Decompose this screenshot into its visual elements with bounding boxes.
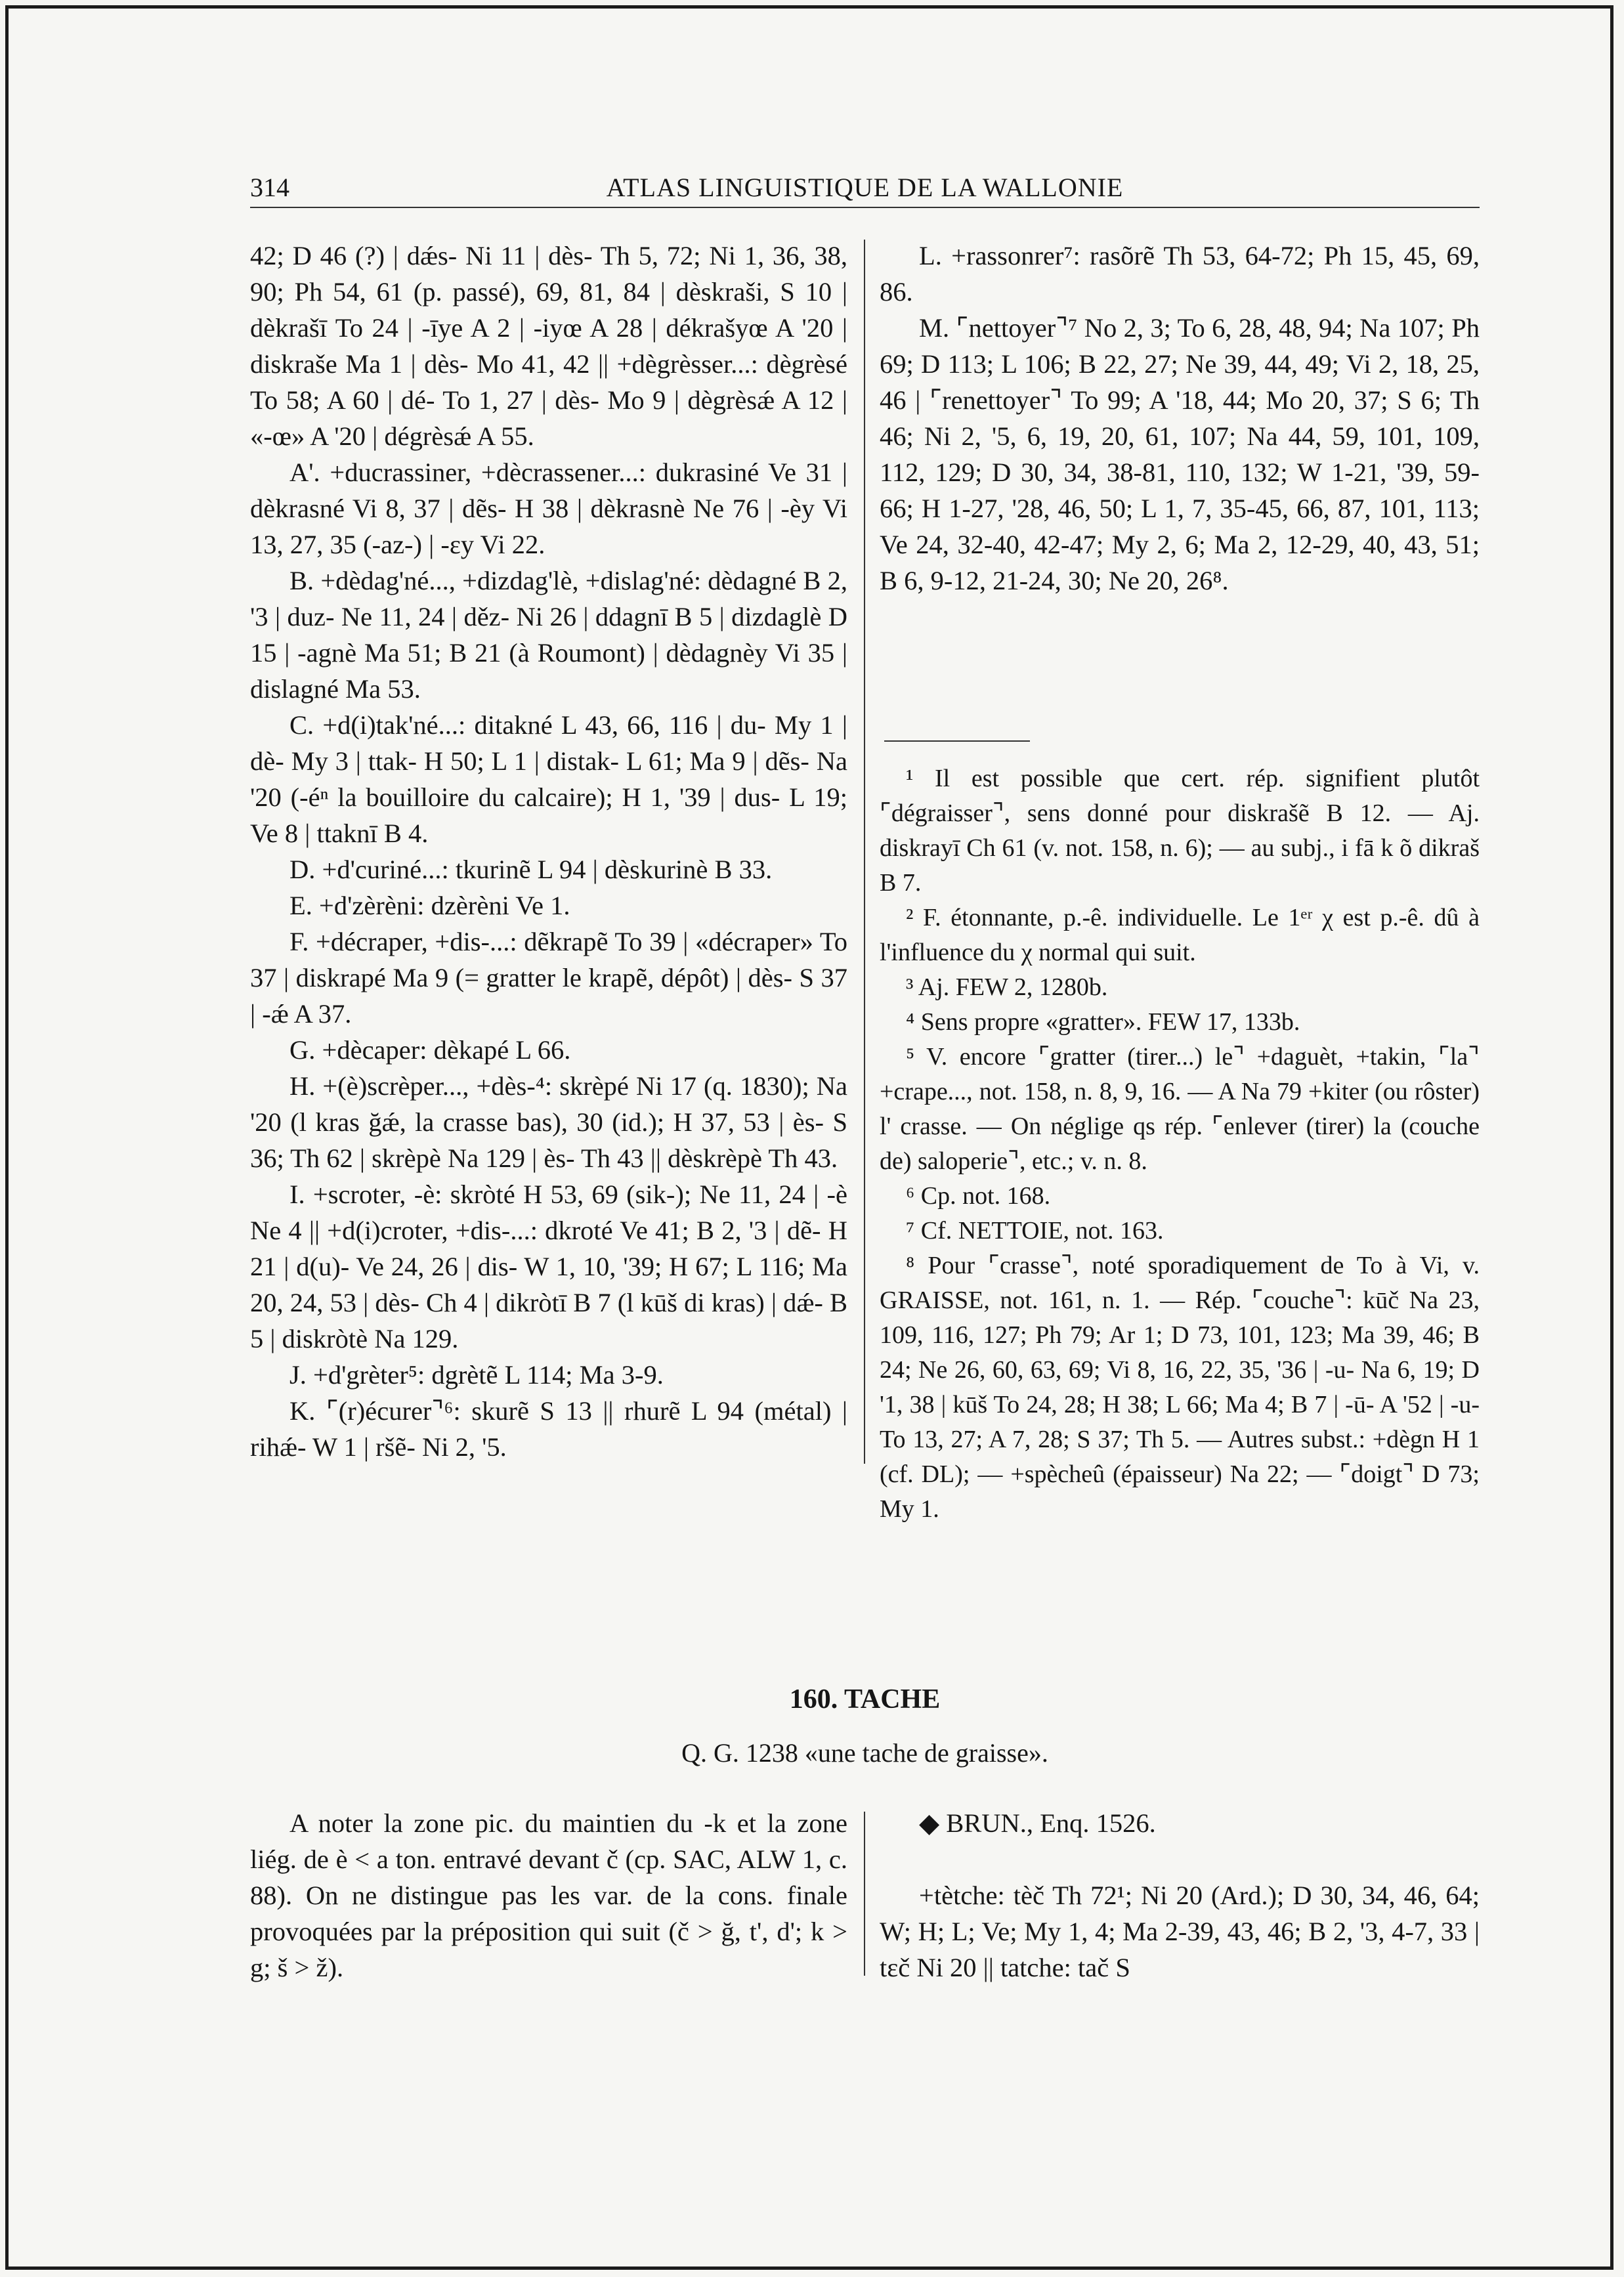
entry-paragraph: F. +décraper, +dis-...: dẽkrapẽ To 39 | «décraper» To 37 | diskrapé Ma 9 (= gratter le krapẽ, dépôt) | dès- S 37 | -ǽ A 37.	[250, 927, 847, 1029]
entry-paragraph: D. +d'curiné...: tkurinẽ L 94 | dèskurinè B 33.	[289, 855, 773, 884]
page-number: 314	[250, 173, 289, 202]
column-divider	[864, 1812, 865, 1976]
entry-paragraph: G. +dècaper: dèkapé L 66.	[289, 1035, 571, 1065]
entry-paragraph: K. ⌜(r)écurer⌝⁶: skurẽ S 13 || rhurẽ L 94 (métal) | rihǽ- W 1 | ršẽ- Ni 2, '5.	[250, 1396, 847, 1462]
footnotes	[880, 761, 1480, 1527]
header-rule	[250, 207, 1480, 208]
column-divider	[864, 240, 865, 1464]
page-header	[250, 172, 1480, 209]
section-note: A noter la zone pic. du maintien du -k et la zone liég. de è < a ton. entravé devant č (cp. SAC, ALW 1, c. 88). On ne distingue pas les var. de la cons. finale provoquées par la préposition qui suit (č > ğ, t', d'; k > g; š > ž).	[250, 1808, 847, 1982]
entry-paragraph: H. +(è)scrèper..., +dès-⁴: skrèpé Ni 17 (q. 1830); Na '20 (l kras ğǽ, la crasse bas), 30 (id.); H 37, 53 | ès- S 36; Th 62 | skrèpè Na 129 | ès- Th 43 || dèskrèpè Th 43.	[250, 1071, 847, 1173]
footnote: ⁶ Cp. not. 168.	[906, 1182, 1051, 1210]
entry-paragraph: 42; D 46 (?) | dǽs- Ni 11 | dès- Th 5, 72; Ni 1, 36, 38, 90; Ph 54, 61 (p. passé), 69, 81, 84 | dèskraši, S 10 | dèkrašī To 24 | -īye A 2 | -iyœ A 28 | dékrašyœ A '20 | diskraše Ma 1 | dès- Mo 41, 42 || +dègrèsser...: dègrèsé To 58; A 60 | dé- To 1, 27 | dès- Mo 9 | dègrèsǽ A 12 | «-œ» A '20 | dégrèsǽ A 55.	[250, 241, 847, 451]
entry-paragraph: I. +scroter, -è: skròté H 53, 69 (sik-); Ne 11, 24 | -è Ne 4 || +d(i)croter, +dis-...: dkroté Ve 41; B 2, '3 | dẽ- H 21 | d(u)- Ve 24, 26 | dis- W 1, 10, '39; H 67; L 116; Ma 20, 24, 53 | dès- Ch 4 | dikròtī B 7 (l kūš di kras) | dǽ- B 5 | diskròtè Na 129.	[250, 1180, 847, 1353]
footnote: ⁷ Cf. NETTOIE, not. 163.	[906, 1217, 1164, 1245]
section-entry: +tètche: tèč Th 72¹; Ni 20 (Ard.); D 30, 34, 46, 64; W; H; L; Ve; My 1, 4; Ma 2-39, 43, 46; B 2, '3, 4-7, 33 | tεč Ni 20 || tatche: tač S	[880, 1881, 1480, 1982]
footnote-rule	[884, 740, 1030, 742]
section-left-column	[250, 1805, 847, 1986]
left-column	[250, 238, 847, 1465]
running-title: ATLAS LINGUISTIQUE DE LA WALLONIE	[606, 173, 1124, 202]
section-reference: ◆ BRUN., Enq. 1526.	[919, 1808, 1156, 1838]
entry-paragraph: B. +dèdag'né..., +dizdag'lè, +dislag'né: dèdagné B 2, '3 | duz- Ne 11, 24 | děz- Ni 26 | ddagnī B 5 | dizdaglè D 15 | -agnè Ma 51; B 21 (à Roumont) | dèdagnèy Vi 35 | dislagné Ma 53.	[250, 566, 847, 704]
footnote: ⁵ V. encore ⌜gratter (tirer...) le⌝ +daguèt, +takin, ⌜la⌝ +crape..., not. 158, n. 8, 9, 16. — A Na 79 +kiter (ou rôster) l' crasse. — On néglige qs rép. ⌜enlever (tirer) la (couche de) saloperie⌝, etc.; v. n. 8.	[880, 1043, 1480, 1175]
footnote: ¹ Il est possible que cert. rép. signifient plutôt ⌜dégraisser⌝, sens donné pour diskrašẽ B 12. — Aj. diskrayī Ch 61 (v. not. 158, n. 6); — au subj., i fā k õ dikraš B 7.	[880, 765, 1480, 897]
entry-paragraph: C. +d(i)tak'né...: ditakné L 43, 66, 116 | du- My 1 | dè- My 3 | ttak- H 50; L 1 | distak- L 61; Ma 9 | dẽs- Na '20 (-éⁿ la bouilloire du calcaire); H 1, '39 | dus- L 19; Ve 8 | ttaknī B 4.	[250, 710, 847, 848]
section-question: Q. G. 1238 «une tache de graisse».	[681, 1738, 1048, 1768]
entry-paragraph: M. ⌜nettoyer⌝⁷ No 2, 3; To 6, 28, 48, 94; Na 107; Ph 69; D 113; L 106; B 22, 27; Ne 39, 44, 49; Vi 2, 18, 25, 46 | ⌜renettoyer⌝ To 99; A '18, 44; Mo 20, 37; S 6; Th 46; Ni 2, '5, 6, 19, 20, 61, 107; Na 44, 59, 101, 109, 112, 129; D 30, 34, 38-81, 110, 132; W 1-21, '39, 59-66; H 1-27, '28, 46, 50; L 1, 7, 35-45, 66, 87, 101, 113; Ve 24, 32-40, 42-47; My 2, 6; Ma 2, 12-29, 40, 43, 51; B 6, 9-12, 21-24, 30; Ne 20, 26⁸.	[880, 313, 1480, 595]
entry-paragraph: L. +rassonrer⁷: rasõrẽ Th 53, 64-72; Ph 15, 45, 69, 86.	[880, 241, 1480, 307]
section-right-column	[880, 1805, 1480, 1986]
footnote: ⁴ Sens propre «gratter». FEW 17, 133b.	[906, 1008, 1300, 1036]
footnote: ² F. étonnante, p.-ê. individuelle. Le 1ᵉʳ χ est p.-ê. dû à l'influence du χ normal qui suit.	[880, 904, 1480, 966]
footnote: ³ Aj. FEW 2, 1280b.	[906, 973, 1108, 1001]
right-column	[880, 238, 1480, 599]
entry-paragraph: E. +d'zèrèni: dzèrèni Ve 1.	[289, 891, 570, 920]
section-title: 160. TACHE	[789, 1684, 941, 1714]
entry-paragraph: J. +d'grèter⁵: dgrètẽ L 114; Ma 3-9.	[289, 1360, 664, 1390]
entry-paragraph: A'. +ducrassiner, +dècrassener...: dukrasiné Ve 31 | dèkrasné Vi 8, 37 | dẽs- H 38 | dèkrasnè Ne 76 | -èy Vi 13, 27, 35 (-az-) | -εy Vi 22.	[250, 458, 847, 559]
footnote: ⁸ Pour ⌜crasse⌝, noté sporadiquement de To à Vi, v. GRAISSE, not. 161, n. 1. — Rép. ⌜couche⌝: kūč Na 23, 109, 116, 127; Ph 79; Ar 1; D 73, 101, 123; Ma 39, 46; B 24; Ne 26, 60, 63, 69; Vi 8, 16, 22, 35, '36 | -u- Na 6, 19; D '1, 38 | kūš To 24, 28; H 38; L 66; Ma 4; B 7 | -ū- A '52 | -u- To 13, 27; A 7, 28; S 37; Th 5. — Autres subst.: +dègn H 1 (cf. DL); — +spècheû (épaisseur) Na 22; — ⌜doigt⌝ D 73; My 1.	[880, 1252, 1480, 1523]
